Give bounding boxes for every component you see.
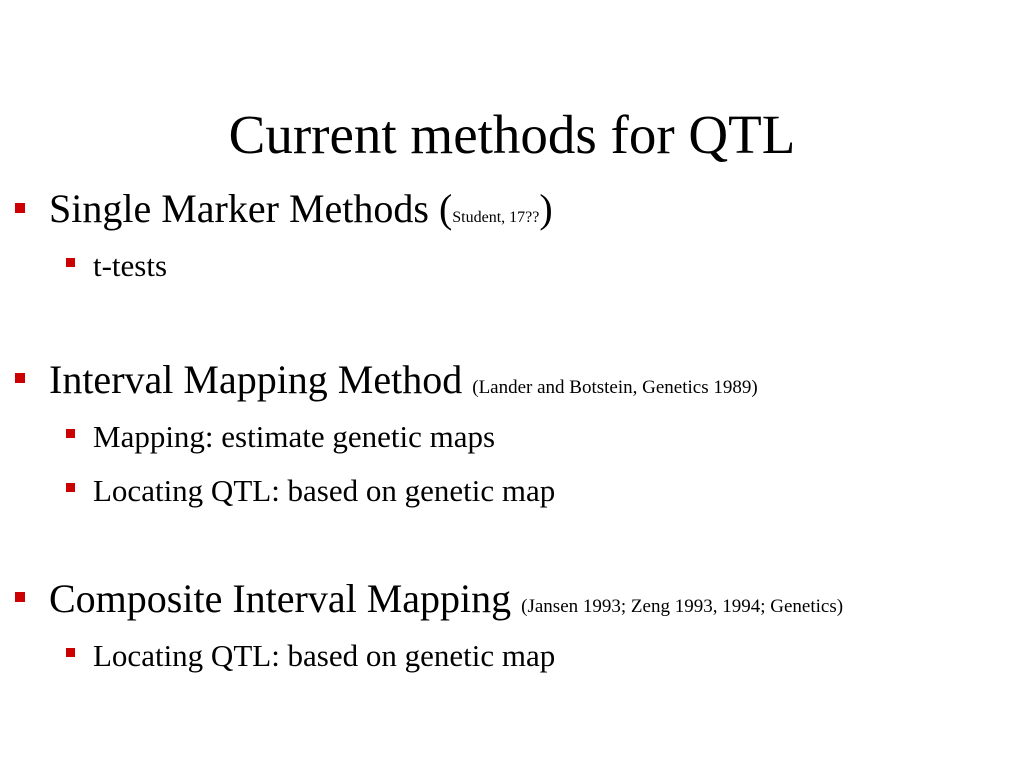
bullet-text: Composite Interval Mapping xyxy=(49,576,522,621)
citation: (Lander and Botstein, Genetics 1989) xyxy=(472,377,758,398)
citation: (Jansen 1993; Zeng 1993, 1994; Genetics) xyxy=(521,596,844,617)
bullet-item-interval-mapping xyxy=(49,356,758,412)
bullet-icon xyxy=(15,373,25,383)
slide-title: Current methods for QTL xyxy=(228,104,796,165)
bullet-text-close: ) xyxy=(539,186,553,231)
bullet-text: Interval Mapping Method xyxy=(49,357,473,402)
sub-bullet-icon xyxy=(66,648,75,657)
citation: Student, 17?? xyxy=(452,209,540,226)
sub-item-t-tests: t-tests xyxy=(93,248,168,283)
bullet-icon xyxy=(15,203,25,213)
sub-item-mapping: Mapping: estimate genetic maps xyxy=(93,419,496,454)
bullet-item-composite-interval-mapping xyxy=(49,575,843,631)
bullet-icon xyxy=(15,592,25,602)
bullet-text: Single Marker Methods ( xyxy=(49,186,453,231)
sub-item-locating-qtl: Locating QTL: based on genetic map xyxy=(93,638,556,673)
sub-bullet-icon xyxy=(66,429,75,438)
sub-bullet-icon xyxy=(66,483,75,492)
sub-bullet-icon xyxy=(66,258,75,267)
bullet-item-single-marker xyxy=(49,185,553,242)
sub-item-locating-qtl: Locating QTL: based on genetic map xyxy=(93,473,556,508)
